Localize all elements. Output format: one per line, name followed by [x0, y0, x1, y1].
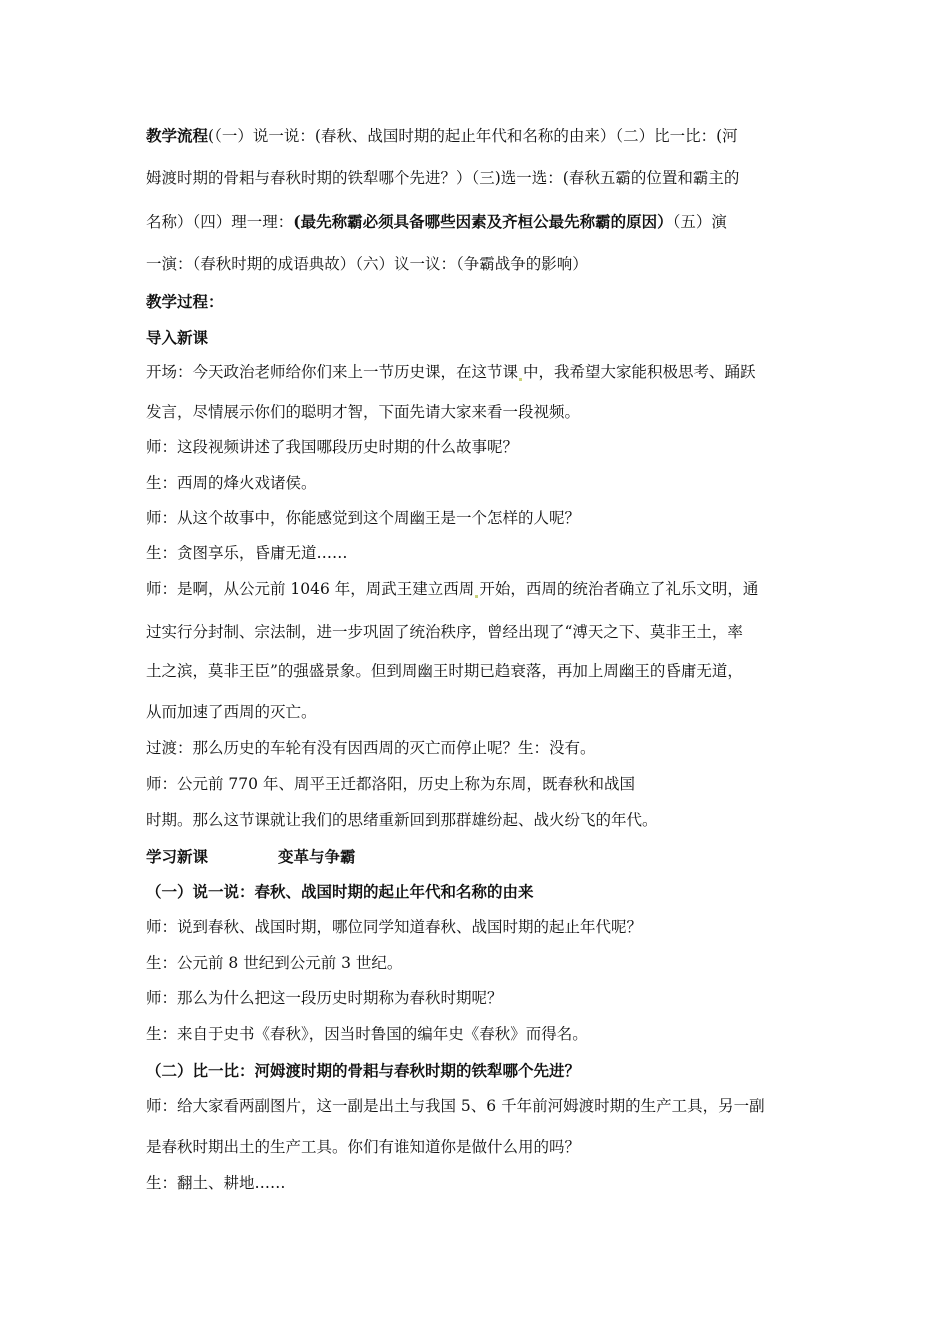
- teaching-flow-line-3: [146, 214, 727, 231]
- new-lesson-heading: [146, 849, 356, 865]
- teaching-flow-label: 教学流程: [146, 126, 209, 145]
- intro-paragraph-line: 发言，尽情展示你们的聪明才智，下面先请大家来看一段视频。: [146, 403, 581, 421]
- teaching-flow-text: (（一）说一说：(春秋、战国时期的起止年代和名称的由来）（二）比一比：(河: [208, 127, 738, 145]
- teaching-flow-line-2: 姆渡时期的骨耜与春秋时期的铁犁哪个先进？）（三)选一选：(春秋五霸的位置和霸主的: [146, 169, 740, 187]
- marker-dot: [519, 378, 522, 381]
- dialogue-line: 师：那么为什么把这一段历史时期称为春秋时期呢？: [146, 989, 503, 1007]
- dialogue-text: 开始，西周的统治者确立了礼乐文明，通: [479, 580, 759, 598]
- dialogue-line: 师：说到春秋、战国时期，哪位同学知道春秋、战国时期的起止年代呢？: [146, 918, 643, 936]
- dialogue-line: 师：从这个故事中，你能感觉到这个周幽王是一个怎样的人呢？: [146, 509, 581, 527]
- dialogue-line: 时期。那么这节课就让我们的思绪重新回到那群雄纷起、战火纷飞的年代。: [146, 811, 658, 829]
- teaching-flow-text: （五）演: [672, 213, 727, 231]
- intro-heading: 导入新课: [146, 328, 209, 347]
- teaching-process-heading: 教学过程：: [146, 292, 224, 311]
- new-lesson-label: 学习新课: [146, 847, 209, 866]
- dialogue-text: 师：是啊，从公元前 1046 年，周武王建立西周: [146, 580, 475, 598]
- teaching-flow-bold-text: (最先称霸必须具备哪些因素及齐桓公最先称霸的原因）: [293, 212, 673, 231]
- teaching-flow-text: 名称）（四）理一理：: [146, 213, 294, 231]
- section-1-heading: （一）说一说：春秋、战国时期的起止年代和名称的由来: [146, 882, 534, 901]
- dialogue-line: 是春秋时期出土的生产工具。你们有谁知道你是做什么用的吗？: [146, 1138, 581, 1156]
- dialogue-line: 生：来自于史书《春秋》，因当时鲁国的编年史《春秋》而得名。: [146, 1025, 588, 1043]
- dialogue-line: 土之滨，莫非王臣”的强盛景象。但到周幽王时期已趋衰落，再加上周幽王的昏庸无道，: [146, 662, 743, 680]
- section-2-heading: （二）比一比：河姆渡时期的骨耜与春秋时期的铁犁哪个先进？: [146, 1061, 581, 1080]
- dialogue-line: 师：这段视频讲述了我国哪段历史时期的什么故事呢？: [146, 438, 519, 456]
- dialogue-line: 过实行分封制、宗法制，进一步巩固了统治秩序，曾经出现了“溥天之下、莫非王土，率: [146, 623, 743, 641]
- teaching-flow-line-4: 一演：（春秋时期的成语典故）（六）议一议：（争霸战争的影响）: [146, 255, 588, 273]
- dialogue-line: 从而加速了西周的灭亡。: [146, 703, 317, 721]
- lesson-title: 变革与争霸: [278, 847, 356, 866]
- dialogue-line: 师：公元前 770 年、周平王迁都洛阳，历史上称为东周，既春秋和战国: [146, 775, 635, 793]
- dialogue-line: 生：公元前 8 世纪到公元前 3 世纪。: [146, 954, 403, 972]
- marker-dot: [475, 595, 478, 598]
- dialogue-line: 生：翻土、耕地……: [146, 1174, 286, 1192]
- intro-text: 中，我希望大家能积极思考、踊跃: [523, 363, 756, 381]
- intro-paragraph-line: [146, 365, 756, 381]
- dialogue-line: 过渡：那么历史的车轮有没有因西周的灭亡而停止呢？生：没有。: [146, 739, 596, 757]
- intro-text: 开场：今天政治老师给你们来上一节历史课，在这节课: [146, 363, 519, 381]
- dialogue-line: 生：西周的烽火戏诸侯。: [146, 474, 317, 492]
- dialogue-line: 师：给大家看两副图片，这一副是出土与我国 5、6 千年前河姆渡时期的生产工具，另一副: [146, 1097, 765, 1115]
- dialogue-line: 生：贪图享乐，昏庸无道……: [146, 544, 348, 562]
- dialogue-line: [146, 582, 758, 598]
- teaching-flow-line-1: [146, 128, 738, 145]
